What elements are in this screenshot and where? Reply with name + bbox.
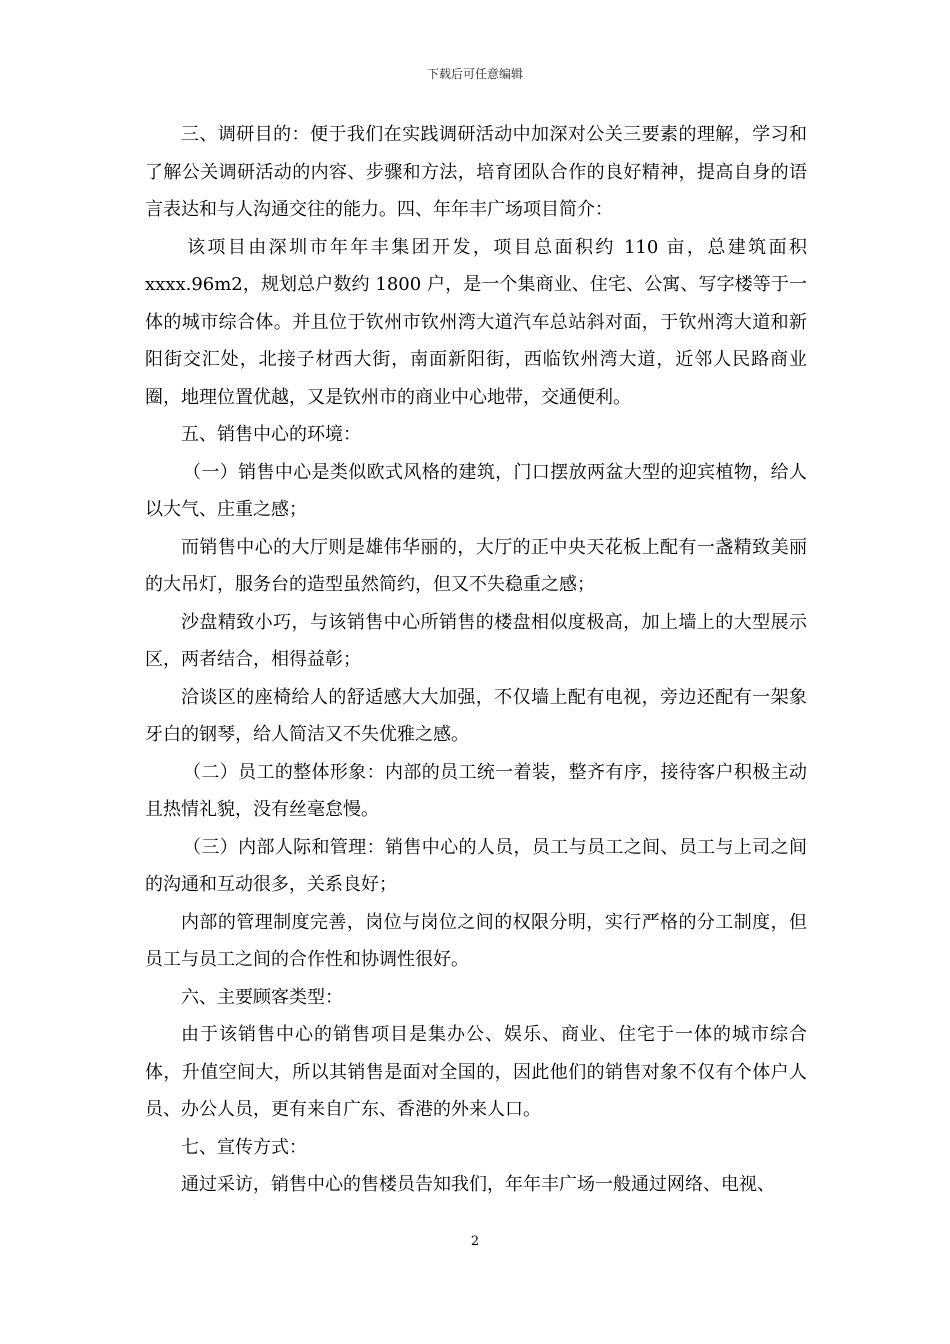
paragraph-environment-hall: 而销售中心的大厅则是雄伟华丽的，大厅的正中央天花板上配有一盏精致美丽的大吊灯，服务台的造型虽然简约，但又不失稳重之感； [145, 536, 807, 595]
paragraph-management-system: 内部的管理制度完善，岗位与岗位之间的权限分明，实行严格的分工制度，但员工与员工之间的合作性和协调性很好。 [145, 911, 807, 970]
heading-customer-types: 六、主要顾客类型： [181, 986, 343, 1008]
paragraph-staff-image: （二）员工的整体形象：内部的员工统一着装，整齐有序，接待客户积极主动且热情礼貌，没有丝毫怠慢。 [145, 761, 807, 820]
heading-promotion-methods: 七、宣传方式： [181, 1136, 307, 1158]
heading-sales-center-environment: 五、销售中心的环境： [181, 424, 361, 445]
paragraph-promotion-methods: 通过采访，销售中心的售楼员告知我们，年年丰广场一般通过网络、电视、 [181, 1174, 775, 1195]
paragraph-environment-building: （一）销售中心是类似欧式风格的建筑，门口摆放两盆大型的迎宾植物，给人以大气、庄重之感； [145, 461, 807, 520]
paragraph-project-intro: 该项目由深圳市年年丰集团开发，项目总面积约 110 亩，总建筑面积 xxxx.96m2，规划总户数约 1800 户，是一个集商业、住宅、公寓、写字楼等于一体的城市综合体。并且位于钦州市钦州湾大道汽车总站斜对面，于钦州湾大道和新阳街交汇处，北接子材西大街，南面新阳街，西临钦州湾大道，近邻人民路商业圈，地理位置优越，又是钦州市的商业中心地带，交通便利。 [145, 236, 807, 408]
page-header: 下载后可任意编辑 [426, 67, 523, 81]
document-body [145, 116, 807, 1204]
paragraph-environment-sand-table: 沙盘精致小巧，与该销售中心所销售的楼盘相似度极高，加上墙上的大型展示区，两者结合，相得益彰； [145, 611, 807, 670]
paragraph-environment-negotiation-area: 洽谈区的座椅给人的舒适感大大加强，不仅墙上配有电视，旁边还配有一架象牙白的钢琴，给人简洁又不失优雅之感。 [145, 686, 807, 745]
page-number: 2 [470, 1234, 480, 1249]
paragraph-customer-types: 由于该销售中心的销售项目是集办公、娱乐、商业、住宅于一体的城市综合体，升值空间大，所以其销售是面对全国的，因此他们的销售对象不仅有个体户人员、办公人员，更有来自广东、香港的外来人口。 [145, 1024, 807, 1120]
paragraph-internal-relations: （三）内部人际和管理：销售中心的人员，员工与员工之间、员工与上司之间的沟通和互动很多，关系良好； [145, 836, 807, 895]
paragraph-research-purpose: 三、调研目的：便于我们在实践调研活动中加深对公关三要素的理解，学习和了解公关调研活动的内容、步骤和方法，培育团队合作的良好精神，提高自身的语言表达和与人沟通交往的能力。四、年年丰广场项目简介： [145, 124, 807, 220]
